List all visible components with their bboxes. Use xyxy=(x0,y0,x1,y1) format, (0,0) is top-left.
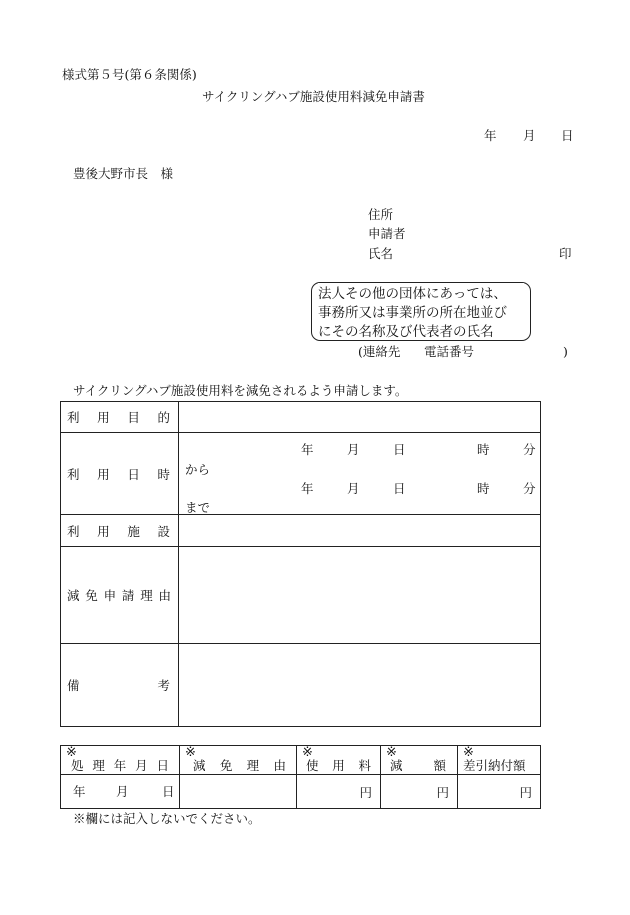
reduction-yen: 円 xyxy=(436,784,449,800)
form-title: サイクリングハブ施設使用料減免申請書 xyxy=(202,89,425,104)
purpose-label: 利 用 目 的 xyxy=(67,410,170,425)
contact-label: (連絡先 xyxy=(358,344,401,359)
purpose-row xyxy=(61,402,541,433)
office-value-row xyxy=(61,775,541,809)
processing-date-header xyxy=(61,746,180,775)
reduction-reason-label: 減 免 理 由 xyxy=(193,758,286,773)
net-payment-header xyxy=(458,746,541,775)
until-month: 月 xyxy=(347,481,360,496)
facility-row xyxy=(61,515,541,547)
reason-label: 減 免 申 請 理 由 xyxy=(67,588,171,603)
form-number: 様式第５号(第６条関係) xyxy=(62,67,197,82)
remarks-label: 備 考 xyxy=(67,678,170,693)
net-payment-cell[interactable] xyxy=(458,775,541,809)
processing-day: 日 xyxy=(162,784,175,799)
office-mark-2: ※ xyxy=(185,745,196,760)
net-payment-yen: 円 xyxy=(519,784,532,800)
reduction-cell[interactable] xyxy=(381,775,458,809)
corporate-note xyxy=(318,285,507,342)
until-day: 日 xyxy=(393,481,406,496)
from-year: 年 xyxy=(301,442,314,457)
office-mark-5: ※ xyxy=(463,745,474,760)
reduction-label: 減 額 xyxy=(390,758,446,773)
from-text: から xyxy=(185,462,211,477)
application-statement: サイクリングハブ施設使用料を減免されるよう申請します。 xyxy=(73,383,408,398)
processing-month: 月 xyxy=(116,784,129,799)
office-header-row xyxy=(61,746,541,775)
reduction-reason-cell[interactable] xyxy=(180,775,297,809)
reason-field[interactable] xyxy=(179,547,541,644)
name-label: 氏名 xyxy=(368,246,394,261)
fee-header xyxy=(297,746,381,775)
datetime-label: 利 用 日 時 xyxy=(67,466,170,482)
datetime-label-cell xyxy=(61,433,179,515)
main-table xyxy=(60,401,541,727)
phone-label: 電話番号 xyxy=(424,344,475,359)
from-hour: 時 xyxy=(477,442,490,457)
from-month: 月 xyxy=(347,442,360,457)
net-payment-label: 差引納付額 xyxy=(463,758,526,773)
office-mark-1: ※ xyxy=(66,745,77,760)
remarks-row xyxy=(61,644,541,727)
from-minute: 分 xyxy=(523,442,536,457)
remarks-field[interactable] xyxy=(179,644,541,727)
date-day-label: 日 xyxy=(561,128,574,143)
remarks-label-cell xyxy=(61,644,179,727)
office-use-table xyxy=(60,745,541,809)
processing-date-cell[interactable] xyxy=(61,775,180,809)
reduction-header xyxy=(381,746,458,775)
facility-field[interactable] xyxy=(179,515,541,547)
date-month-label: 月 xyxy=(523,128,536,143)
address-label: 住所 xyxy=(368,207,394,222)
until-text: まで xyxy=(185,500,211,515)
facility-label: 利 用 施 設 xyxy=(67,523,170,539)
office-mark-4: ※ xyxy=(386,745,397,760)
datetime-row xyxy=(61,433,541,515)
applicant-label: 申請者 xyxy=(368,226,406,241)
reduction-reason-header xyxy=(180,746,297,775)
corporate-note-line-3: にその名称及び代表者の氏名 xyxy=(318,324,494,340)
processing-date-label: 処 理 年 月 日 xyxy=(71,758,169,773)
contact-close: ) xyxy=(563,344,568,359)
seal-label: 印 xyxy=(559,246,572,261)
addressee: 豊後大野市長 様 xyxy=(73,166,174,181)
fee-cell[interactable] xyxy=(297,775,381,809)
corporate-note-line-1: 法人その他の団体にあっては、 xyxy=(318,286,507,302)
office-mark-3: ※ xyxy=(302,745,313,760)
until-hour: 時 xyxy=(477,481,490,496)
fee-label: 使 用 料 xyxy=(306,758,371,773)
processing-year: 年 xyxy=(73,784,86,799)
fee-yen: 円 xyxy=(359,784,372,800)
datetime-field[interactable] xyxy=(179,433,541,515)
reason-row xyxy=(61,547,541,644)
purpose-field[interactable] xyxy=(179,402,541,433)
date-year-label: 年 xyxy=(484,128,497,143)
facility-label-cell xyxy=(61,515,179,547)
footnote: ※欄には記入しないでください。 xyxy=(73,811,261,826)
reason-label-cell xyxy=(61,547,179,644)
corporate-note-line-2: 事務所又は事業所の所在地並び xyxy=(318,305,507,321)
purpose-label-cell xyxy=(61,402,179,433)
until-year: 年 xyxy=(301,481,314,496)
until-minute: 分 xyxy=(523,481,536,496)
from-day: 日 xyxy=(393,442,406,457)
